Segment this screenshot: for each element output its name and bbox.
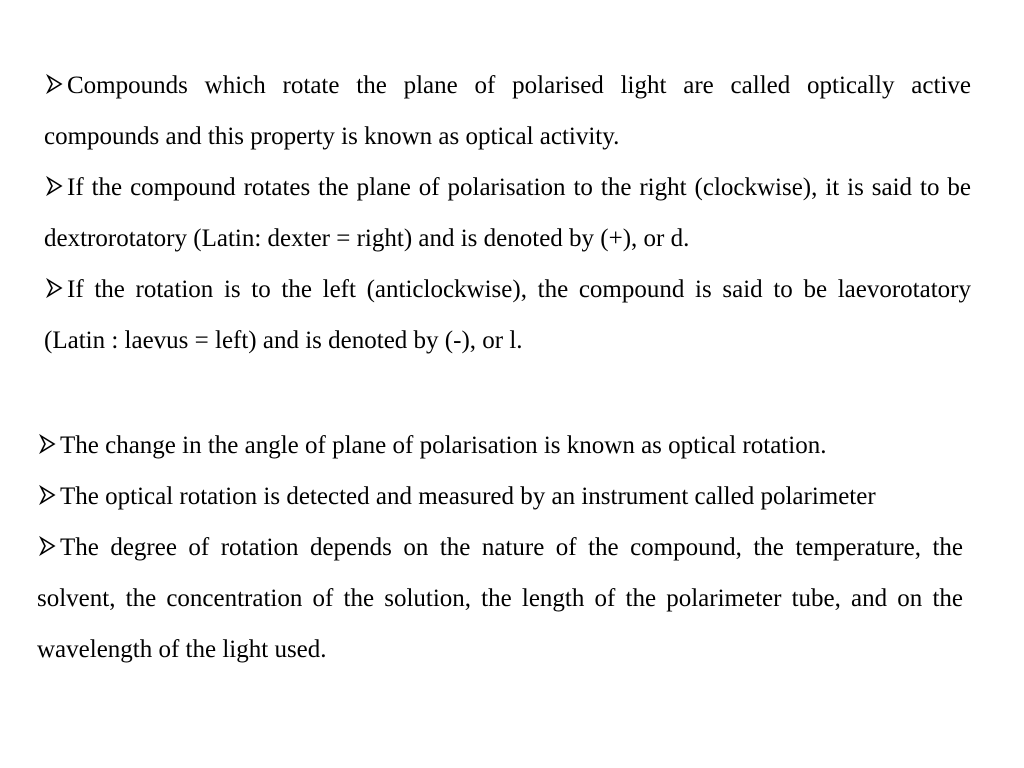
bullet-text: The optical rotation is detected and measured by an instrument called polarimeter [60, 483, 876, 510]
bullet-item-laevorotatory [44, 264, 971, 366]
bullet-text: If the rotation is to the left (anticlockwise), the compound is said to be laevorotatory (Latin : laevus = left) and is denoted by (-), or l. [44, 276, 971, 354]
bullet-item-degree-of-rotation [37, 522, 963, 675]
bullet-text: The degree of rotation depends on the nature of the compound, the temperature, the solvent, the concentration of the solution, the length of the polarimeter tube, and on the wavelength of the light used. [37, 534, 963, 663]
arrow-bullet-icon [37, 484, 59, 506]
bullet-item-optical-activity [44, 60, 971, 162]
bullet-list-bottom [37, 420, 963, 675]
arrow-bullet-icon [44, 73, 66, 95]
bullet-text: The change in the angle of plane of polarisation is known as optical rotation. [60, 432, 827, 459]
arrow-bullet-icon [44, 175, 66, 197]
arrow-bullet-icon [37, 535, 59, 557]
bullet-item-optical-rotation [37, 420, 963, 471]
bullet-text: If the compound rotates the plane of polarisation to the right (clockwise), it is said to be dextrorotatory (Latin: dexter = right) and is denoted by (+), or d. [44, 174, 971, 252]
bullet-list-top [44, 60, 971, 366]
bullet-item-polarimeter [37, 471, 963, 522]
arrow-bullet-icon [37, 433, 59, 455]
arrow-bullet-icon [44, 277, 66, 299]
bullet-item-dextrorotatory [44, 162, 971, 264]
bullet-text: Compounds which rotate the plane of polarised light are called optically active compounds and this property is known as optical activity. [44, 72, 971, 150]
